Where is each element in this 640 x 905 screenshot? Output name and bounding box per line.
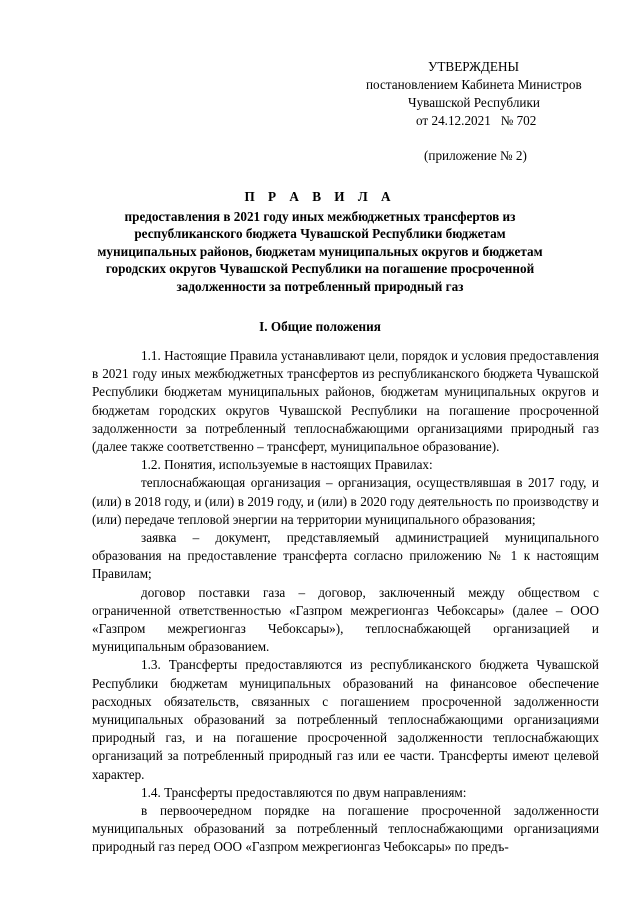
rules-heading: П Р А В И Л А	[244, 189, 396, 204]
document-body	[92, 347, 599, 857]
section-title: I. Общие положения	[259, 319, 381, 334]
approval-date-number: от 24.12.2021 № 702	[416, 113, 537, 128]
paragraph-1-3: 1.3. Трансферты предоставляются из республиканского бюджета Чувашской Республики бюджетам муниципальных образований на финансовое обеспечение расходных обязательств, связанных с погашением просроченной задолженности муниципальных образований за потребленный теплоснабжающими организациями природный газ, и на погашение просроченной задолженности теплоснабжающих организаций за потребленный природный газ или ее части. Трансферты имеют целевой характер.	[92, 657, 599, 782]
definition-heat-supplier: теплоснабжающая организация – организация, осуществлявшая в 2017 году, и (или) в 2018 году, и (или) в 2019 году, и (или) в 2020 году деятельность по производству и (или) передаче тепловой энергии на территории муниципального образования;	[92, 475, 599, 527]
direction-first-priority: в первоочередном порядке на погашение просроченной задолженности муниципальных образований за потребленный теплоснабжающими организациями природный газ перед ООО «Газпром межрегионгаз Чебоксары» по предъ-	[92, 803, 599, 855]
paragraph-1-2: 1.2. Понятия, используемые в настоящих Правилах:	[141, 457, 433, 473]
rules-subtitle: предоставления в 2021 году иных межбюджетных трансфертов из республиканского бюджета Чувашской Республики бюджетам муниципальных районов, бюджетам муниципальных округов и бюджетам городских округов Чувашской Республики на погашение просроченной задолженности за потребленный природный газ	[97, 208, 543, 294]
document-title	[92, 188, 548, 295]
annex-label: (приложение № 2)	[424, 148, 527, 163]
approval-issuer: постановлением Кабинета Министров	[366, 77, 582, 92]
paragraph-1-1: 1.1. Настоящие Правила устанавливают цели, порядок и условия предоставления в 2021 году иных межбюджетных трансфертов из республиканского бюджета Чувашской Республики бюджетам муниципальных районов, бюджетам муниципальных округов и бюджетам городских округов Чувашской Республики на погашение просроченной задолженности за потребленный теплоснабжающими организациями природный газ (далее также соответственно – трансферт, муниципальное образование).	[92, 348, 599, 455]
approval-stamp	[366, 58, 626, 165]
approval-republic: Чувашской Республики	[408, 95, 540, 110]
approval-title: УТВЕРЖДЕНЫ	[428, 59, 520, 74]
definition-application: заявка – документ, представляемый администрацией муниципального образования на предоставление трансферта согласно приложению № 1 к настоящим Правилам;	[92, 530, 599, 582]
paragraph-1-4: 1.4. Трансферты предоставляются по двум направлениям:	[141, 784, 467, 800]
definition-gas-contract: договор поставки газа – договор, заключенный между обществом с ограниченной ответственностью «Газпром межрегионгаз Чебоксары» (далее – ООО «Газпром межрегионгаз Чебоксары»), теплоснабжающей организацией и муниципальным образованием.	[92, 584, 599, 655]
